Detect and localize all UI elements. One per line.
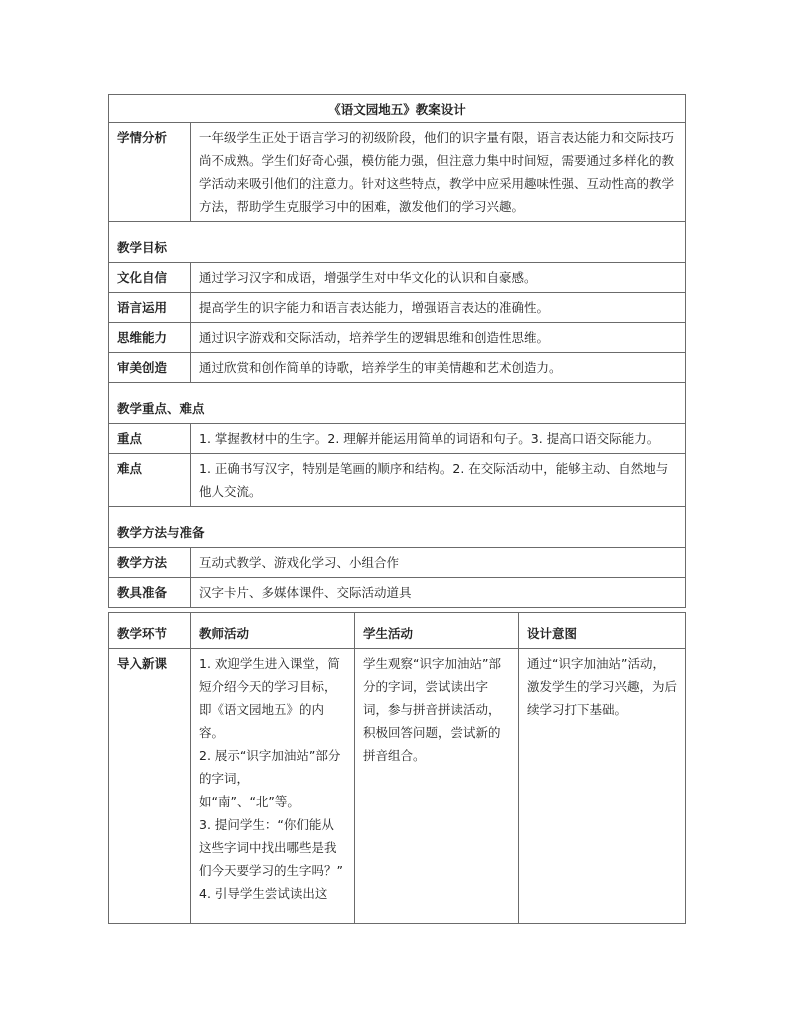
teacher-step: 3. 提问学生：“你们能从这些字词中找出哪些是我们今天要学习的生字吗？”: [199, 817, 343, 878]
teacher-activity: [191, 649, 355, 924]
method-label: 教学方法: [109, 548, 191, 578]
goal-text: 通过学习汉字和成语，增强学生对中华文化的认识和自豪感。: [191, 263, 686, 293]
goal-text: 通过欣赏和创作简单的诗歌，培养学生的审美情趣和艺术创造力。: [191, 353, 686, 383]
keypoint-label: 重点: [109, 424, 191, 454]
teacher-step: 1. 欢迎学生进入课堂，简短介绍今天的学习目标，即《语文园地五》的内容。: [199, 656, 340, 740]
goal-row: [109, 323, 686, 353]
keypoint-row: [109, 454, 686, 507]
goal-row: [109, 293, 686, 323]
header-stage: 教学环节: [109, 613, 191, 649]
process-row: [109, 649, 686, 924]
analysis-row: [109, 123, 686, 222]
process-header-row: [109, 613, 686, 649]
analysis-label: 学情分析: [109, 123, 191, 222]
method-row: [109, 578, 686, 608]
analysis-text: 一年级学生正处于语言学习的初级阶段，他们的识字量有限，语言表达能力和交际技巧尚不成熟。学生们好奇心强，模仿能力强，但注意力集中时间短，需要通过多样化的教学活动来吸引他们的注意力。针对这些特点，教学中应采用趣味性强、互动性高的教学方法，帮助学生克服学习中的困难，激发他们的学习兴趣。: [191, 123, 686, 222]
header-intent: 设计意图: [519, 613, 686, 649]
goal-text: 提高学生的识字能力和语言表达能力，增强语言表达的准确性。: [191, 293, 686, 323]
methods-heading-row: [109, 507, 686, 548]
keypoints-heading: 教学重点、难点: [109, 383, 686, 424]
teacher-step: 4. 引导学生尝试读出这: [199, 886, 328, 901]
teaching-process-table: [108, 612, 686, 924]
header-teacher: 教师活动: [191, 613, 355, 649]
methods-heading: 教学方法与准备: [109, 507, 686, 548]
document-title: 《语文园地五》教案设计: [109, 95, 686, 123]
keypoints-heading-row: [109, 383, 686, 424]
goal-label: 文化自信: [109, 263, 191, 293]
method-text: 互动式教学、游戏化学习、小组合作: [191, 548, 686, 578]
keypoint-label: 难点: [109, 454, 191, 507]
keypoint-text: 1. 正确书写汉字，特别是笔画的顺序和结构。2. 在交际活动中，能够主动、自然地与他人交流。: [191, 454, 686, 507]
goal-label: 语言运用: [109, 293, 191, 323]
goal-row: [109, 263, 686, 293]
header-student: 学生活动: [355, 613, 519, 649]
lesson-plan-table: [108, 94, 686, 608]
stage-label: 导入新课: [109, 649, 191, 924]
method-row: [109, 548, 686, 578]
goal-row: [109, 353, 686, 383]
goals-heading-row: [109, 222, 686, 263]
goal-text: 通过识字游戏和交际活动，培养学生的逻辑思维和创造性思维。: [191, 323, 686, 353]
goal-label: 思维能力: [109, 323, 191, 353]
design-intent: 通过“识字加油站”活动，激发学生的学习兴趣，为后续学习打下基础。: [519, 649, 686, 924]
title-row: [109, 95, 686, 123]
method-label: 教具准备: [109, 578, 191, 608]
method-text: 汉字卡片、多媒体课件、交际活动道具: [191, 578, 686, 608]
keypoint-text: 1. 掌握教材中的生字。2. 理解并能运用简单的词语和句子。3. 提高口语交际能力。: [191, 424, 686, 454]
student-activity: 学生观察“识字加油站”部分的字词，尝试读出字词，参与拼音拼读活动，积极回答问题，尝试新的拼音组合。: [355, 649, 519, 924]
goals-heading: 教学目标: [109, 222, 686, 263]
teacher-step: 2. 展示“识字加油站”部分的字词，如“南”、“北”等。: [199, 748, 341, 809]
keypoint-row: [109, 424, 686, 454]
goal-label: 审美创造: [109, 353, 191, 383]
